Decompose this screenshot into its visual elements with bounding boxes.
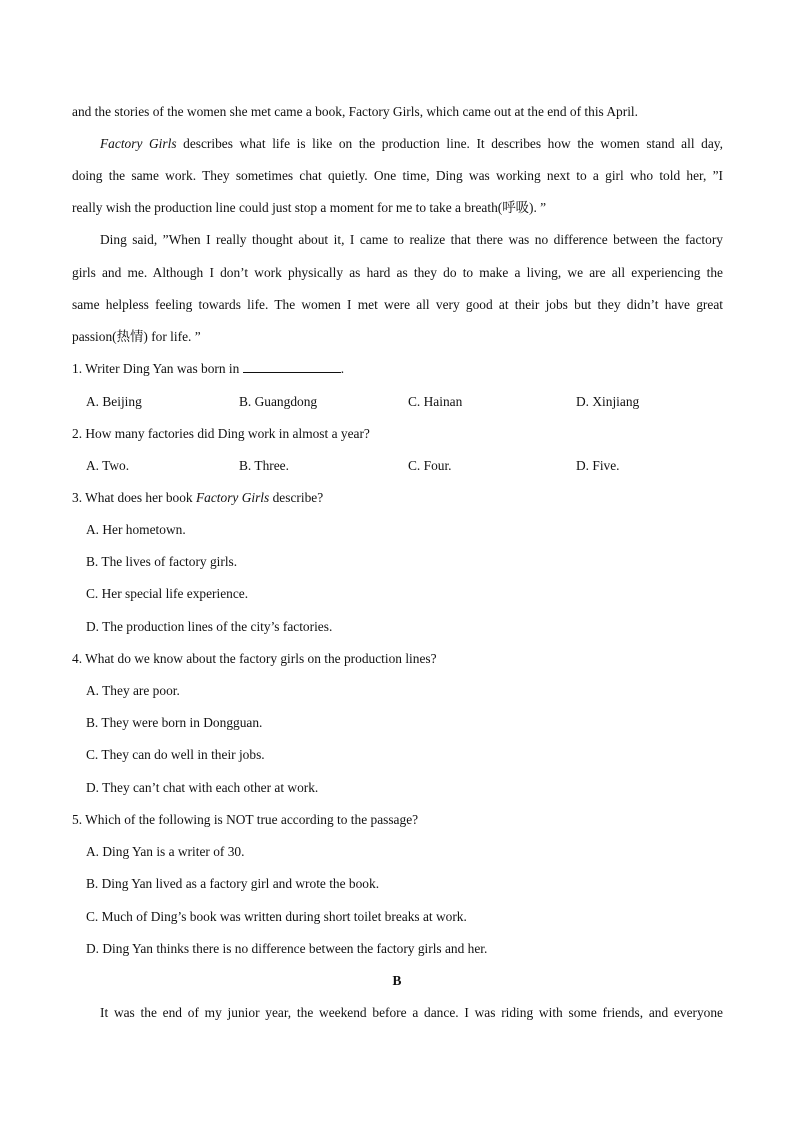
passage-line: doing the same work. They sometimes chat quietly. One time, Ding was working next to a girl who told her, ”I xyxy=(72,168,723,183)
passage-line: passion(热情) for life. ” xyxy=(72,329,201,344)
question-stem: 4. What do we know about the factory girls on the production lines? xyxy=(72,651,437,666)
option: B. The lives of factory girls. xyxy=(86,554,238,569)
option: D. Ding Yan thinks there is no difference between the factory girls and her. xyxy=(86,941,488,956)
option: B. They were born in Dongguan. xyxy=(86,715,263,730)
section-heading: B xyxy=(392,973,402,988)
option: B. Guangdong xyxy=(239,394,318,409)
book-title: Factory Girls xyxy=(195,490,270,505)
option: C. Much of Ding’s book was written during short toilet breaks at work. xyxy=(86,909,467,924)
passage-line: and the stories of the women she met came a book, Factory Girls, which came out at the end of this April. xyxy=(72,104,638,119)
option: C. Hainan xyxy=(408,394,463,409)
option: B. Three. xyxy=(239,458,289,473)
passage-line xyxy=(100,135,723,153)
option: A. Ding Yan is a writer of 30. xyxy=(86,844,245,859)
book-title: Factory Girls xyxy=(100,136,177,151)
option: D. They can’t chat with each other at work. xyxy=(86,780,319,795)
answer-blank xyxy=(243,360,341,373)
option: B. Ding Yan lived as a factory girl and wrote the book. xyxy=(86,876,380,891)
passage-line: really wish the production line could just stop a moment for me to take a breath(呼吸). ” xyxy=(72,200,547,215)
option: D. The production lines of the city’s factories. xyxy=(86,619,333,634)
question-stem: 3. What does her book Factory Girls describe? xyxy=(72,490,324,505)
option: C. Her special life experience. xyxy=(86,586,249,601)
question-stem: 1. Writer Ding Yan was born in . xyxy=(72,361,345,376)
question-stem: 5. Which of the following is NOT true according to the passage? xyxy=(72,812,419,827)
passage-line: It was the end of my junior year, the weekend before a dance. I was riding with some friends, and everyone xyxy=(100,1005,723,1020)
option: A. Two. xyxy=(86,458,130,473)
question-stem: 2. How many factories did Ding work in almost a year? xyxy=(72,426,370,441)
passage-line: same helpless feeling towards life. The women I met were all very good at their jobs but they didn’t have great xyxy=(72,297,723,312)
option: A. Beijing xyxy=(86,394,142,409)
option: D. Xinjiang xyxy=(576,394,640,409)
option: A. They are poor. xyxy=(86,683,180,698)
passage-text: describes what life is like on the production line. It describes how the women stand all day, xyxy=(176,136,723,151)
option: D. Five. xyxy=(576,458,620,473)
passage-line: Ding said, ”When I really thought about it, I came to realize that there was no difference between the factory xyxy=(100,232,723,247)
passage-line: girls and me. Although I don’t work physically as hard as they do to make a living, we are all experiencing the xyxy=(72,265,723,280)
option: C. Four. xyxy=(408,458,452,473)
option: A. Her hometown. xyxy=(86,522,186,537)
option: C. They can do well in their jobs. xyxy=(86,747,265,762)
